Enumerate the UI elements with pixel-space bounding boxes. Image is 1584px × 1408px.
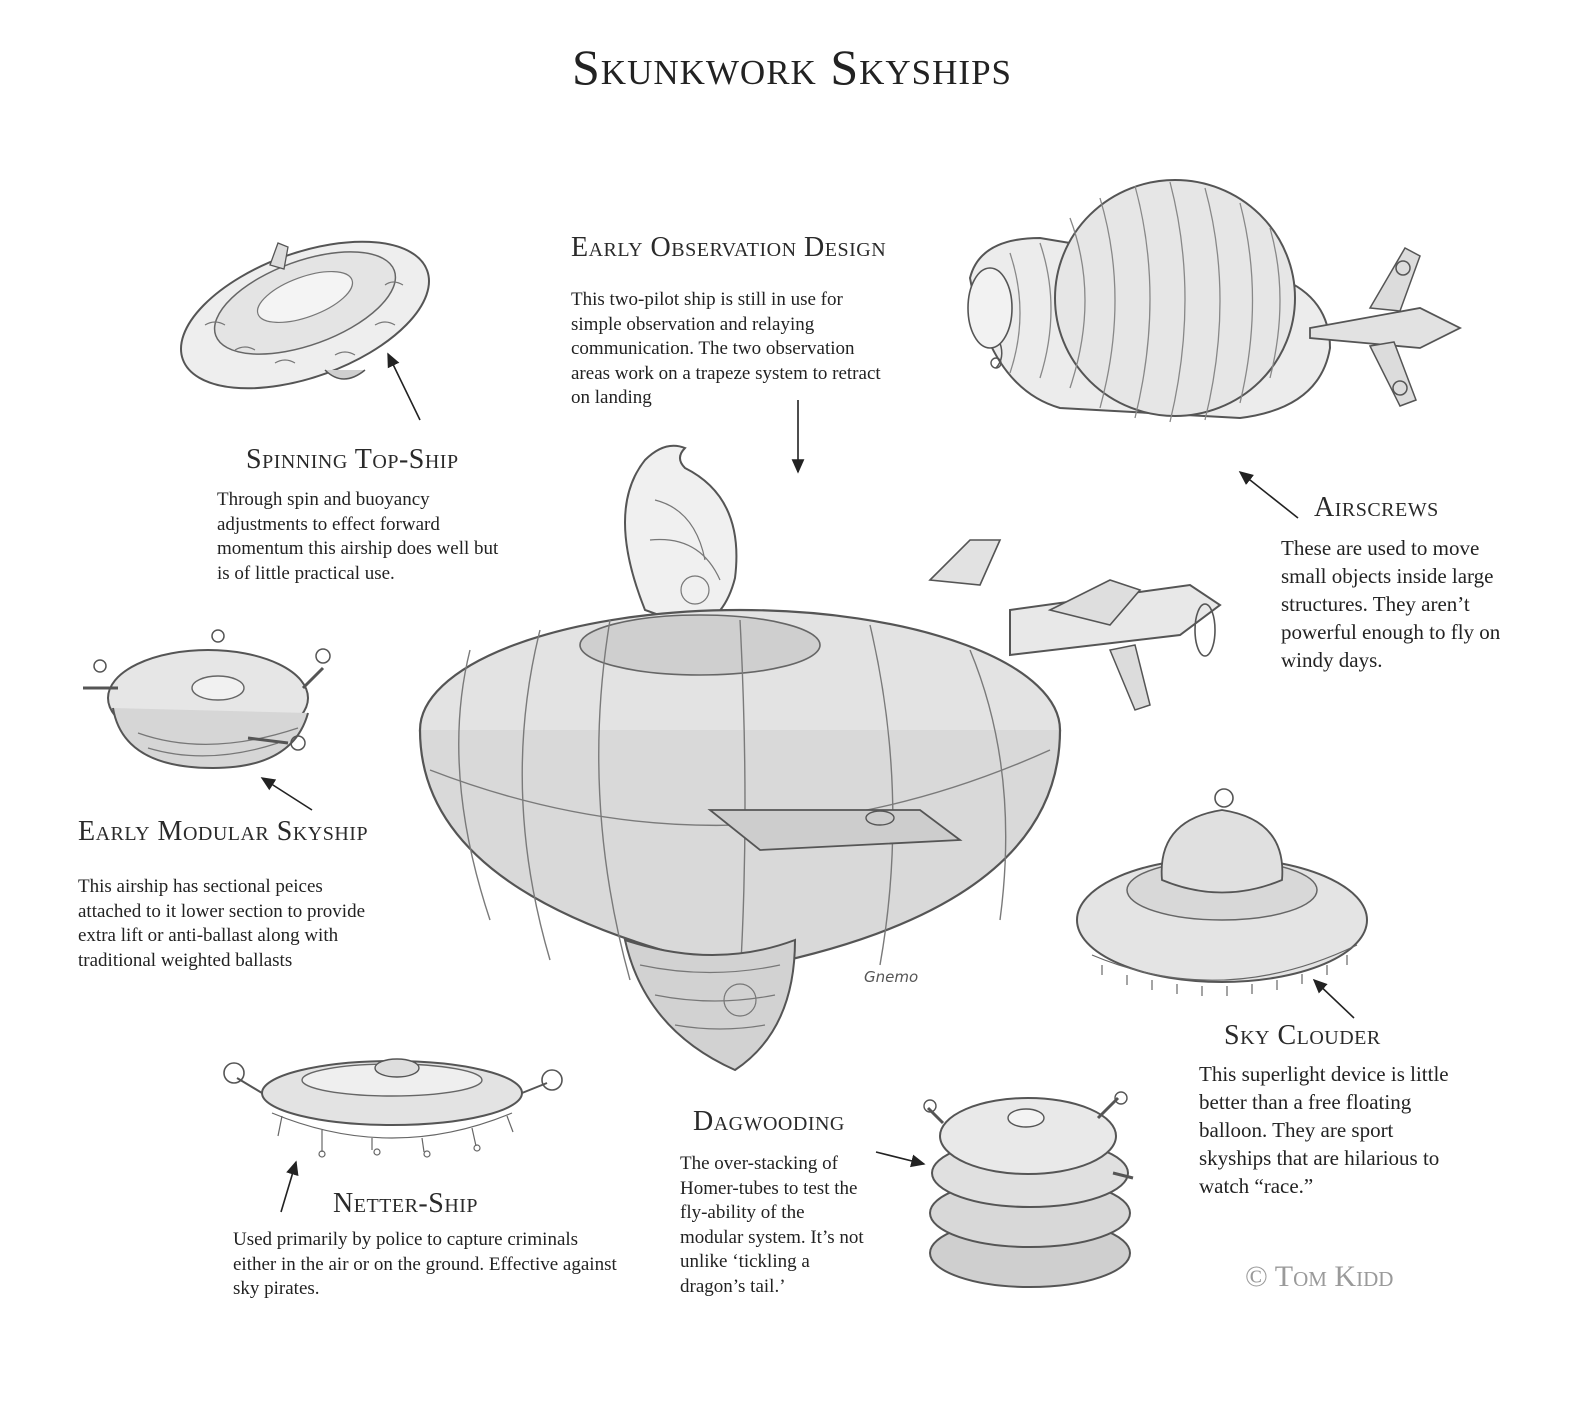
sky-clouder-text: This superlight device is little better than a free floating balloon. They are sport skyships that are hilarious to watch “race.” — [1199, 1062, 1449, 1198]
copyright-credit: © Tom Kidd — [1245, 1260, 1394, 1293]
airscrews-text: These are used to move small objects inside large structures. They aren’t powerful enough to fly on windy days. — [1281, 536, 1501, 672]
netter-ship-heading: Netter-Ship — [333, 1188, 479, 1219]
airscrews-heading: Airscrews — [1314, 492, 1439, 523]
early-modular-skyship-drawing — [68, 628, 333, 778]
arrow-netter-ship — [281, 1162, 296, 1212]
early-modular-text: This airship has sectional peices attached to it lower section to provide extra lift or anti-ballast along with traditional weighted ballasts — [78, 876, 366, 971]
airscrews-drawing — [950, 158, 1490, 488]
spinning-top-ship-drawing — [165, 205, 445, 410]
artist-signature: Gnemo — [864, 968, 919, 986]
netter-ship-drawing — [212, 1038, 572, 1158]
early-observation-text: This two-pilot ship is still in use for simple observation and relaying communication. The two observation areas work on a trapeze system to retract on landing — [571, 289, 881, 408]
spinning-top-heading: Spinning Top-Ship — [246, 444, 459, 475]
arrow-dagwooding — [876, 1152, 924, 1164]
sky-clouder-sketch — [1072, 770, 1372, 1005]
airscrews-sketch — [950, 158, 1490, 488]
early-modular-heading: Early Modular Skyship — [78, 816, 369, 847]
arrow-early-modular — [262, 778, 312, 810]
netter-ship-text: Used primarily by police to capture criminals either in the air or on the ground. Effective against sky pirates. — [233, 1229, 617, 1299]
dagwooding-text: The over-stacking of Homer-tubes to test the fly-ability of the modular system. It’s not unlike ‘tickling a dragon’s tail.’ — [680, 1153, 864, 1297]
dagwooding-sketch — [918, 1078, 1143, 1293]
spinning-top-text: Through spin and buoyancy adjustments to effect forward momentum this airship does well but is of little practical use. — [217, 489, 499, 584]
early-observation-heading: Early Observation Design — [571, 232, 887, 263]
dagwooding-drawing — [918, 1078, 1143, 1293]
early-modular-skyship-sketch — [68, 628, 333, 778]
dagwooding-heading: Dagwooding — [693, 1106, 845, 1137]
sky-clouder-heading: Sky Clouder — [1224, 1020, 1381, 1051]
netter-ship-sketch — [212, 1038, 572, 1158]
page-title: Skunkwork Skyships — [571, 39, 1013, 95]
sky-clouder-drawing — [1072, 770, 1372, 1005]
spinning-top-ship-sketch — [165, 205, 445, 410]
